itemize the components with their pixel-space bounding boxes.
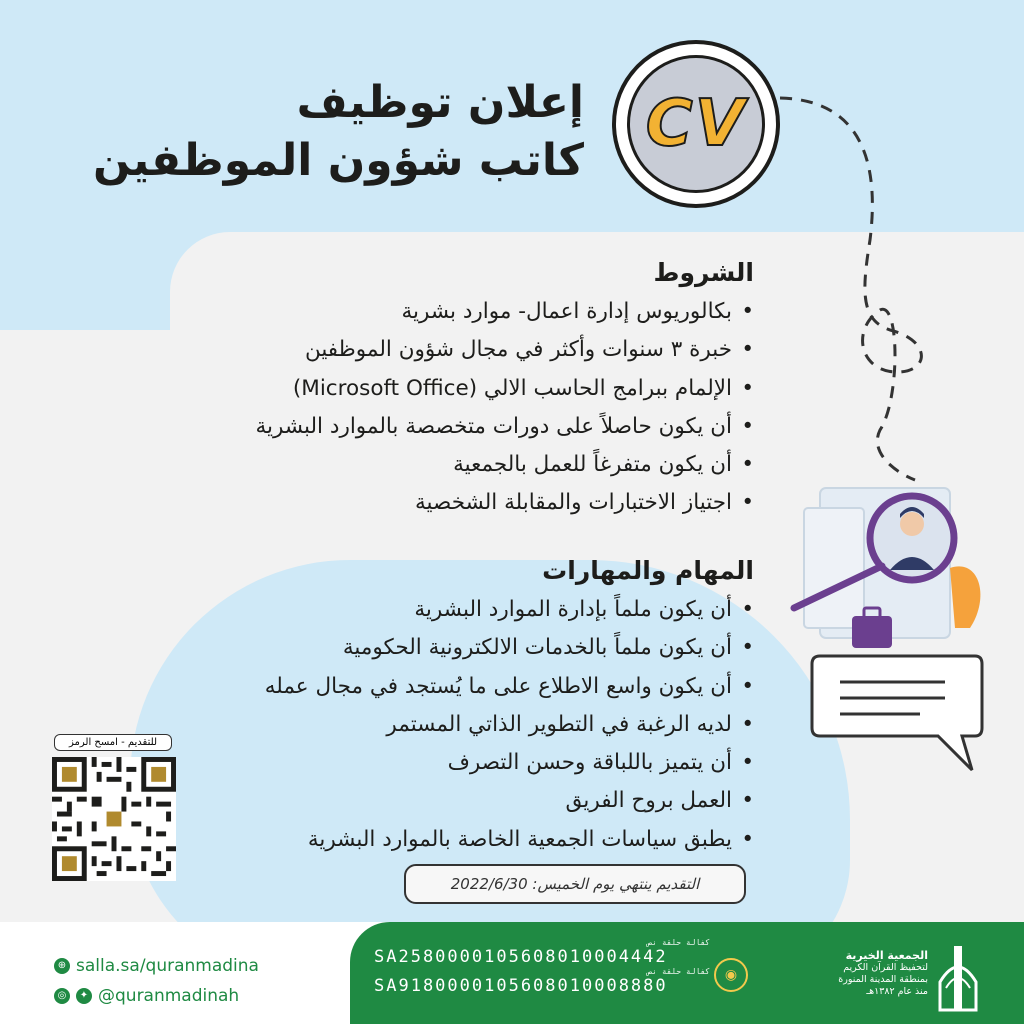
list-item: • الإلمام ببرامج الحاسب الالي (Microsoft Office) <box>255 370 754 408</box>
deadline-box: التقديم ينتهي يوم الخميس: 2022/6/30 <box>404 864 746 904</box>
briefcase-icon <box>852 616 892 648</box>
bank-logo-icon: ◉ <box>714 958 748 992</box>
iban1: SA2580000105608010004442 <box>374 947 668 967</box>
list-item: • أن يكون واسع الاطلاع على ما يُستجد في مجال عمله <box>265 668 754 706</box>
list-item: • بكالوريوس إدارة اعمال- موارد بشرية <box>255 293 754 331</box>
social-handle[interactable]: @quranmadinah <box>98 986 240 1006</box>
iban1-caption: كفالة حلقة نص <box>647 938 710 947</box>
org-line-4: منذ عام ١٣٨٢هـ <box>866 986 928 997</box>
page-title <box>93 74 584 190</box>
list-item: • اجتياز الاختبارات والمقابلة الشخصية <box>255 484 754 522</box>
conditions-heading: الشروط <box>653 258 754 287</box>
cv-badge-inner <box>627 55 765 193</box>
conditions-list <box>255 293 754 523</box>
website-link[interactable]: salla.sa/quranmadina <box>76 956 259 976</box>
qr-code[interactable] <box>52 757 176 881</box>
list-item: • أن يتميز باللباقة وحسن التصرف <box>265 744 754 782</box>
qr-section <box>52 734 176 881</box>
instagram-icon: ◎ <box>54 988 70 1004</box>
iban-block <box>374 938 710 996</box>
cv-badge-text: CV <box>645 87 747 161</box>
iban2: SA9180000105608010008880 <box>374 976 668 996</box>
social-row[interactable] <box>54 986 259 1006</box>
footer-social <box>54 956 259 1016</box>
cv-badge <box>612 40 780 208</box>
list-item: • لديه الرغبة في التطوير الذاتي المستمر <box>265 706 754 744</box>
list-item: • أن يكون ملماً بالخدمات الالكترونية الحكومية <box>265 629 754 667</box>
twitter-icon: ✦ <box>76 988 92 1004</box>
org-line-3: بمنطقة المدينة المنورة <box>838 974 928 985</box>
tasks-list <box>265 591 754 859</box>
search-illustration <box>790 478 1000 778</box>
list-item: • أن يكون متفرغاً للعمل بالجمعية <box>255 446 754 484</box>
list-item: • أن يكون حاصلاً على دورات متخصصة بالموارد البشرية <box>255 408 754 446</box>
org-logo-icon <box>936 942 980 1014</box>
list-item: • يطبق سياسات الجمعية الخاصة بالموارد البشرية <box>265 821 754 859</box>
org-name: الجمعية الخيرية <box>845 949 928 962</box>
website-row[interactable] <box>54 956 259 976</box>
tasks-section <box>265 556 754 859</box>
globe-icon: ⊕ <box>54 958 70 974</box>
title-line-2: كاتب شؤون الموظفين <box>93 135 584 186</box>
qr-code-icon <box>52 757 176 881</box>
org-name-block <box>808 950 928 998</box>
conditions-section <box>255 258 754 523</box>
list-item: • أن يكون ملماً بإدارة الموارد البشرية <box>265 591 754 629</box>
list-item: • خبرة ٣ سنوات وأكثر في مجال شؤون الموظفين <box>255 331 754 369</box>
iban2-caption: كفالة حلقة نص <box>647 967 710 976</box>
org-line-2: لتحفيظ القرآن الكريم <box>843 962 928 973</box>
tasks-heading: المهام والمهارات <box>542 556 754 585</box>
qr-label: للتقديم - امسح الرمز <box>54 734 172 751</box>
title-line-1: إعلان توظيف <box>296 77 584 128</box>
list-item: • العمل بروح الفريق <box>265 782 754 820</box>
